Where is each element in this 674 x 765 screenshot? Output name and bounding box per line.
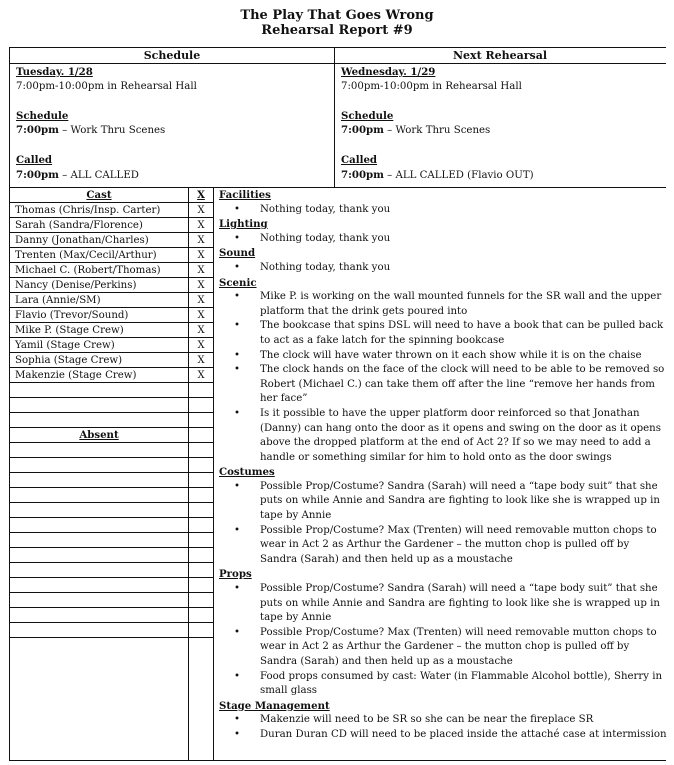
next-schedule-entry-time: 7:00pm	[341, 124, 384, 136]
note-item: • Possible Prop/Costume? Sandra (Sarah) will need a “tape body suit” that she puts on while Annie and Sandra are fighting to look like she is wrapped up in tape by Annie	[219, 480, 667, 524]
section-heading-lighting: Lighting	[219, 218, 268, 231]
cast-member-name: Michael C. (Robert/Thomas)	[15, 264, 161, 276]
next-day: Wednesday. 1/29	[341, 66, 436, 78]
blank-name-cell	[10, 488, 188, 503]
table-bottom-border	[9, 760, 666, 761]
section-note-list	[219, 203, 667, 218]
blank-name-cell	[10, 593, 188, 608]
schedule-day: Tuesday. 1/28	[16, 66, 93, 78]
blank-name-cell	[10, 503, 188, 518]
blank-name-cell	[10, 548, 188, 563]
schedule-entry-time: 7:00pm	[16, 124, 59, 136]
next-called-label: Called	[341, 154, 378, 166]
next-schedule-label: Schedule	[341, 109, 394, 122]
blank-mark-cell	[189, 398, 213, 413]
next-schedule-entry-text: – Work Thru Scenes	[383, 125, 491, 136]
note-item: • Nothing today, thank you	[219, 203, 667, 218]
next-called-entry-time: 7:00pm	[341, 168, 384, 181]
blank-mark-cell	[189, 413, 213, 428]
next-called-entry	[341, 168, 534, 184]
called-entry-time: 7:00pm	[16, 168, 59, 181]
attendance-mark: X	[197, 279, 205, 291]
attendance-mark: X	[197, 339, 205, 351]
section-heading-props: Props	[219, 568, 252, 581]
report-title: The Play That Goes Wrong	[240, 8, 434, 23]
note-item: • Possible Prop/Costume? Sandra (Sarah) will need a “tape body suit” that she puts on while Annie and Sandra are fighting to look like she is wrapped up in tape by Annie	[219, 582, 667, 626]
attendance-mark: X	[197, 369, 205, 381]
cast-name-column-divider	[188, 187, 189, 761]
note-item: • Nothing today, thank you	[219, 261, 667, 276]
section-note-list	[219, 713, 667, 742]
blank-mark-cell	[189, 593, 213, 608]
schedule-label: Schedule	[16, 109, 69, 122]
blank-mark-cell	[189, 623, 213, 638]
attendance-mark: X	[197, 324, 205, 336]
section-note-list	[219, 582, 667, 699]
cast-member-name: Lara (Annie/SM)	[15, 294, 101, 306]
section-note-list	[219, 480, 667, 568]
department-notes	[219, 188, 667, 743]
blank-mark-cell	[189, 578, 213, 593]
cast-column-header: Cast	[86, 188, 112, 201]
blank-mark-cell	[189, 458, 213, 473]
attendance-column-header: X	[197, 189, 205, 201]
cast-member-name: Trenten (Max/Cecil/Arthur)	[15, 249, 157, 261]
schedule-entry	[16, 123, 197, 139]
cast-member-name: Flavio (Trevor/Sound)	[15, 309, 129, 321]
section-heading-stage-management: Stage Management	[219, 699, 330, 712]
attendance-mark: X	[197, 219, 205, 231]
blank-mark-cell	[189, 533, 213, 548]
cast-member-name: Sophia (Stage Crew)	[15, 354, 123, 366]
blank-name-cell	[10, 518, 188, 533]
cast-member-name: Yamil (Stage Crew)	[15, 339, 115, 351]
note-item: • Makenzie will need to be SR so she can be near the fireplace SR	[219, 713, 667, 728]
attendance-mark: X	[197, 309, 205, 321]
section-note-list	[219, 290, 667, 465]
absent-header: Absent	[79, 428, 119, 441]
note-item: • Nothing today, thank you	[219, 232, 667, 247]
next-called-entry-text: – ALL CALLED (Flavio OUT)	[383, 169, 534, 181]
called-entry	[16, 168, 197, 184]
note-item: • Food props consumed by cast: Water (in Flammable Alcohol bottle), Sherry in small glass	[219, 670, 667, 699]
cast-member-name: Mike P. (Stage Crew)	[15, 324, 124, 336]
attendance-mark: X	[197, 234, 205, 246]
blank-mark-cell	[189, 518, 213, 533]
next-rehearsal-header: Next Rehearsal	[452, 49, 548, 62]
called-entry-text: – ALL CALLED	[58, 169, 139, 181]
schedule-next	[341, 65, 534, 183]
blank-mark-cell	[189, 473, 213, 488]
next-schedule-entry	[341, 123, 534, 139]
next-time: 7:00pm-10:00pm in Rehearsal Hall	[341, 80, 522, 92]
blank-mark-cell	[189, 563, 213, 578]
attendance-mark: X	[197, 264, 205, 276]
blank-name-cell	[10, 623, 188, 638]
blank-name-cell	[10, 473, 188, 488]
blank-mark-cell	[189, 488, 213, 503]
schedule-entry-text: – Work Thru Scenes	[58, 125, 166, 136]
section-heading-costumes: Costumes	[219, 466, 275, 479]
cast-member-name: Danny (Jonathan/Charles)	[15, 234, 149, 246]
cast-mark-column-divider	[213, 187, 214, 761]
schedule-column-divider	[334, 47, 335, 187]
attendance-mark: X	[197, 354, 205, 366]
blank-name-cell	[10, 533, 188, 548]
section-note-list	[219, 261, 667, 276]
note-item: • Duran Duran CD will need to be placed inside the attaché case at intermission	[219, 728, 667, 743]
section-heading-facilities: Facilities	[219, 189, 271, 201]
cast-member-name: Nancy (Denise/Perkins)	[15, 279, 137, 291]
attendance-mark: X	[197, 294, 205, 306]
section-heading-scenic: Scenic	[219, 276, 257, 289]
note-item: • Possible Prop/Costume? Max (Trenten) will need removable mutton chops to wear in Act 2 as Arthur the Gardener – the mutton chop is pulled off by Sandra (Sarah) and then held up as a moustache	[219, 626, 667, 670]
blank-mark-cell	[189, 503, 213, 518]
blank-name-cell	[10, 383, 188, 398]
blank-mark-cell	[189, 608, 213, 623]
schedule-time: 7:00pm-10:00pm in Rehearsal Hall	[16, 80, 197, 92]
blank-name-cell	[10, 398, 188, 413]
called-label: Called	[16, 154, 53, 166]
blank-name-cell	[10, 458, 188, 473]
attendance-mark: X	[197, 249, 205, 261]
section-note-list	[219, 232, 667, 247]
schedule-header: Schedule	[143, 49, 201, 62]
blank-name-cell	[10, 563, 188, 578]
note-item: • Possible Prop/Costume? Max (Trenten) will need removable mutton chops to wear in Act 2 as Arthur the Gardener – the mutton chop is pulled off by Sandra (Sarah) and then held up as a moustache	[219, 524, 667, 568]
blank-mark-cell	[189, 443, 213, 458]
cast-member-name: Sarah (Sandra/Florence)	[15, 219, 143, 231]
blank-name-cell	[10, 443, 188, 458]
blank-name-cell	[10, 608, 188, 623]
attendance-mark: X	[197, 204, 205, 216]
cast-member-name: Thomas (Chris/Insp. Carter)	[15, 204, 161, 216]
note-item: • The bookcase that spins DSL will need to have a book that can be pulled back to act as a fake latch for the spinning bookcase	[219, 319, 667, 348]
cast-member-name: Makenzie (Stage Crew)	[15, 369, 137, 381]
section-heading-sound: Sound	[219, 247, 256, 260]
header-divider	[9, 63, 666, 64]
blank-mark-cell	[189, 548, 213, 563]
note-item: • Mike P. is working on the wall mounted funnels for the SR wall and the upper platform that the drink gets poured into	[219, 290, 667, 319]
note-item: • The clock will have water thrown on it each show while it is on the chaise	[219, 349, 667, 364]
note-item: • Is it possible to have the upper platform door reinforced so that Jonathan (Danny) can hang onto the door as it opens and swing on the door as it opens above the dropped platform at the end of Act 2? If so we may need to add a handle or something similar for him to hold onto as the door swings	[219, 407, 667, 465]
blank-mark-cell	[189, 383, 213, 398]
note-item: • The clock hands on the face of the clock will need to be able to be removed so Robert (Michael C.) can take them off after the line “remove her hands from her face”	[219, 363, 667, 407]
report-subtitle: Rehearsal Report #9	[261, 23, 413, 38]
blank-name-cell	[10, 578, 188, 593]
schedule-today	[16, 65, 197, 183]
blank-name-cell	[10, 413, 188, 428]
absent-mark-cell	[189, 428, 213, 443]
